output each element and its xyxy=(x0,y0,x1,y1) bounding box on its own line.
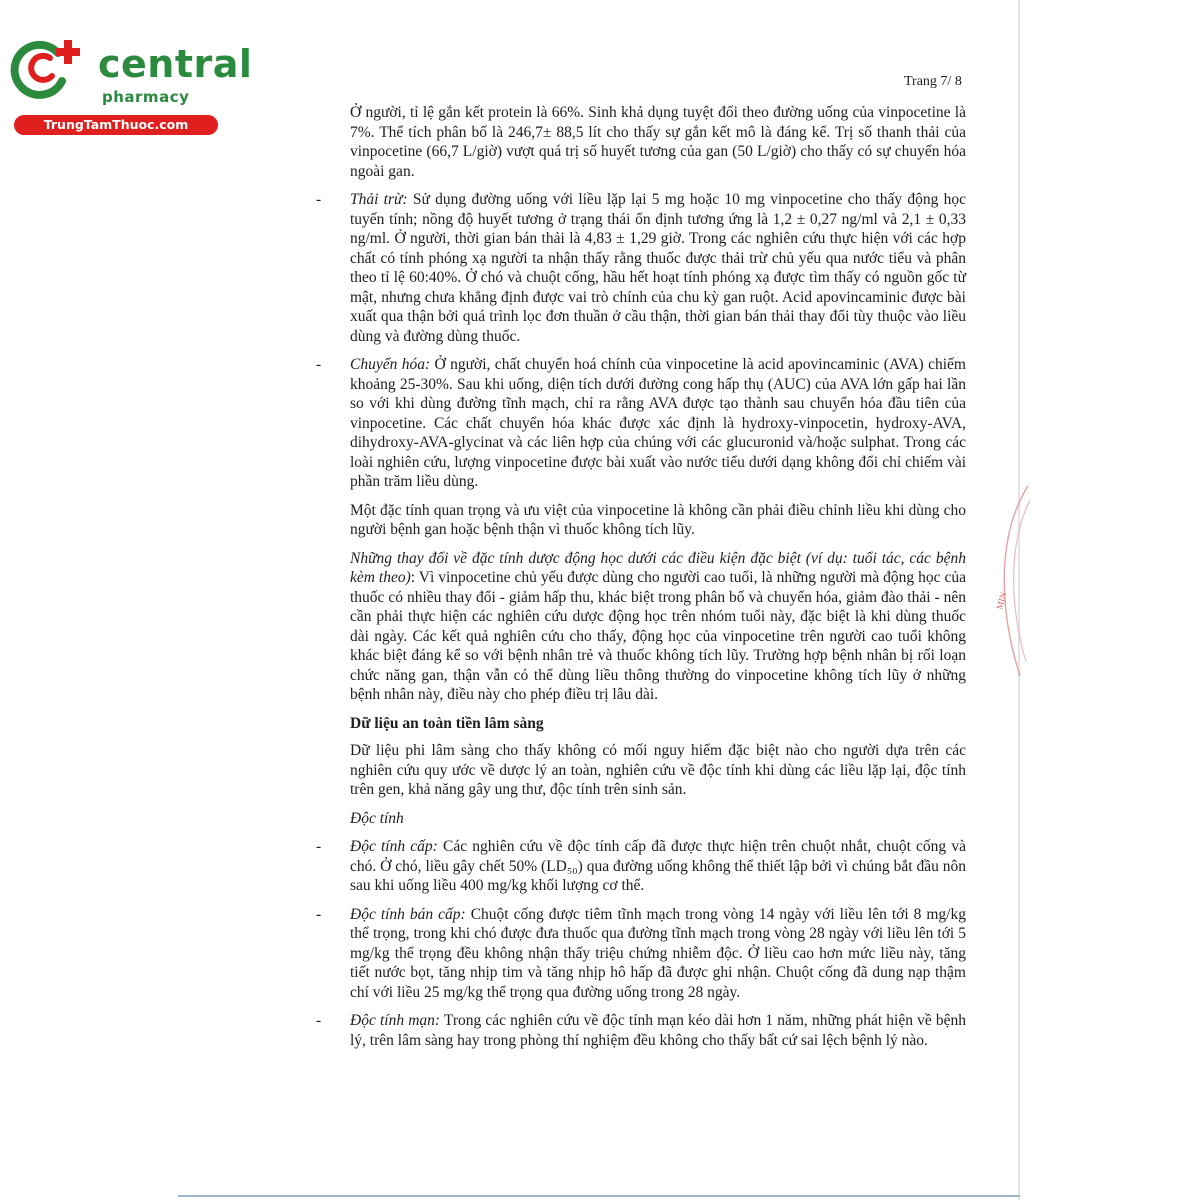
document-body xyxy=(316,103,966,1059)
bullet-dash: - xyxy=(316,1012,322,1029)
bullet-metabolism xyxy=(316,355,966,492)
paragraph-text: Một đặc tính quan trọng và ưu việt của vinpocetine là không cần phải điều chỉnh liều khi dùng cho người bệnh gan hoặc bệnh thận vì thuốc không tích lũy. xyxy=(350,501,966,538)
bullet-text: Ở người, chất chuyển hoá chính của vinpocetine là acid apovincaminic (AVA) chiếm khoảng 25-30%. Sau khi uống, diện tích dưới đường cong hấp thụ (AUC) của AVA lớn gấp hai lần so với khi dùng đường tĩnh mạch, chỉ ra rằng AVA được tạo thành sau chuyển hóa đầu tiên của vinpocetine. Các chất chuyển hóa khác được xác định là hydroxy-vinpocetin, hydroxy-AVA, dihydroxy-AVA-glycinat và các liên hợp của chúng với các glucuronid và/hoặc sulphat. Trong các loài nghiên cứu, lượng vinpocetine được bài xuất vào nước tiểu dưới dạng không đổi chỉ chiếm vài phần trăm liều dùng. xyxy=(350,356,966,490)
bullet-acute-toxicity xyxy=(316,837,966,896)
stamp-fragment xyxy=(990,480,1030,680)
paragraph-label: Những thay đổi về đặc tính dược động học dưới các điều kiện đặc biệt (ví dụ: tuổi tác, các bệnh kèm theo) xyxy=(350,549,966,586)
bullet-subacute-toxicity xyxy=(316,905,966,1003)
paragraph-text: Ở người, tỉ lệ gắn kết protein là 66%. Sinh khả dụng tuyệt đối theo đường uống của vinpocetine là 7%. Thể tích phân bố là 246,7± 88,5 lít cho thấy sự gắn kết mô là đáng kể. Trị số thanh thải của vinpocetine (66,7 L/giờ) vượt quá trị số huyết tương của gan (50 L/giờ) cho thấy có sự chuyển hóa ngoài gan. xyxy=(350,104,966,180)
bullet-dash: - xyxy=(316,356,322,373)
bullet-text: Trong các nghiên cứu về độc tính mạn kéo dài hơn 1 năm, những phát hiện về bệnh lý, trên lâm sàng hay trong phòng thí nghiệm đều không cho thấy bất cứ sai lệch bệnh lý nào. xyxy=(350,1012,966,1049)
paragraph-text: Dữ liệu phi lâm sàng cho thấy không có mối nguy hiểm đặc biệt nào cho người dựa trên các nghiên cứu quy ước về dược lý an toàn, nghiên cứu về độc tính khi dùng các liều lặp lại, độc tính trên gen, khả năng gây ung thư, độc tính trên sinh sản. xyxy=(350,742,966,798)
stamp-text: MIN xyxy=(994,591,1009,611)
logo-sub-name: pharmacy xyxy=(102,88,190,106)
page-number: Trang 7/ 8 xyxy=(904,74,962,89)
bullet-label: Độc tính bán cấp: xyxy=(350,905,466,923)
bullet-label: Độc tính cấp: xyxy=(350,838,438,855)
logo-url-badge[interactable]: TrungTamThuoc.com xyxy=(14,115,218,135)
bullet-dash: - xyxy=(316,905,322,923)
preclinical-paragraph xyxy=(316,741,966,800)
protein-binding-paragraph xyxy=(316,103,966,181)
page-bottom-edge xyxy=(178,1195,1020,1197)
logo-brand-name: central xyxy=(98,42,253,86)
no-dose-adjustment-paragraph xyxy=(316,501,966,540)
bullet-label: Chuyển hóa: xyxy=(350,356,431,373)
special-conditions-paragraph xyxy=(316,549,966,705)
bullet-dash: - xyxy=(316,838,322,855)
central-pharmacy-logo[interactable] xyxy=(10,36,253,136)
bullet-elimination xyxy=(316,190,966,346)
paragraph-text: : Vì vinpocetine chủ yếu được dùng cho người cao tuổi, là những người mà động học của thuốc có nhiều thay đổi - giảm hấp thu, khác biệt trong phân bố và chuyển hóa, giảm đào thải - nên cần phải thực hiện các nghiên cứu dược động học trên nhóm tuổi này, đặc biệt là khi dùng thuốc dài ngày. Các kết quả nghiên cứu cho thấy, động học của vinpocetine trên người cao tuổi không khác biệt đáng kể so với bệnh nhân trẻ và thuốc không tích lũy. Trường hợp bệnh nhân bị rối loạn chức năng gan, thận vẫn có thể dùng liều thông thường do vinpocetine không tích lũy ở những bệnh nhân này, điều này cho phép điều trị lâu dài. xyxy=(350,569,966,703)
bullet-dash: - xyxy=(316,191,322,208)
bullet-label: Thải trừ: xyxy=(350,191,408,208)
bullet-text: Sử dụng đường uống với liều lặp lại 5 mg hoặc 10 mg vinpocetine cho thấy động học tuyến tính; nồng độ huyết tương ở trạng thái ổn định tương ứng là 1,2 ± 0,27 ng/ml và 2,1 ± 0,33 ng/ml. Ở người, thời gian bán thải là 4,83 ± 1,29 giờ. Trong các nghiên cứu thực hiện với các hợp chất có tính phóng xạ người ta nhận thấy rằng thuốc được thải trừ chủ yếu qua nước tiểu và phân theo tỉ lệ 60:40%. Ở chó và chuột cống, hầu hết hoạt tính phóng xạ được tìm thấy có nguồn gốc từ mật, nhưng chưa khẳng định được vai trò chính của chu kỳ gan ruột. Acid apovincaminic được bài xuất qua thận bởi quá trình lọc đơn thuần ở cầu thận, thời gian bán thải thay đổi tùy thuộc vào liều dùng và đường dùng thuốc. xyxy=(350,191,966,345)
bullet-text: Chuột cống được tiêm tĩnh mạch trong vòng 14 ngày với liều lên tới 8 mg/kg thể trọng, trong khi chó được đưa thuốc qua đường tĩnh mạch trong vòng 28 ngày với liều lên tới 5 mg/kg thể trọng đều không nhận thấy triệu chứng nhiễm độc. Ở liều cao hơn mức liều này, tăng tiết nước bọt, tăng nhịp tim và tăng nhịp hô hấp đã được ghi nhận. Chuột cống đã dung nạp thậm chí với liều 25 mg/kg thể trọng qua đường uống trong 28 ngày. xyxy=(350,905,966,1001)
subheading-toxicity: Độc tính xyxy=(350,809,404,827)
pharmacy-cross-icon xyxy=(10,36,90,106)
bullet-text: Các nghiên cứu về độc tính cấp đã được thực hiện trên chuột nhắt, chuột cống và chó. Ở chó, liều gây chết 50% (LD₅₀) qua đường uống không thể thiết lập bởi vì chúng bắt đầu nôn sau khi uống liều 400 mg/kg khối lượng cơ thể. xyxy=(350,838,966,894)
bullet-label: Độc tính mạn: xyxy=(350,1012,441,1029)
bullet-chronic-toxicity xyxy=(316,1011,966,1050)
section-heading-preclinical: Dữ liệu an toàn tiền lâm sàng xyxy=(350,714,544,732)
